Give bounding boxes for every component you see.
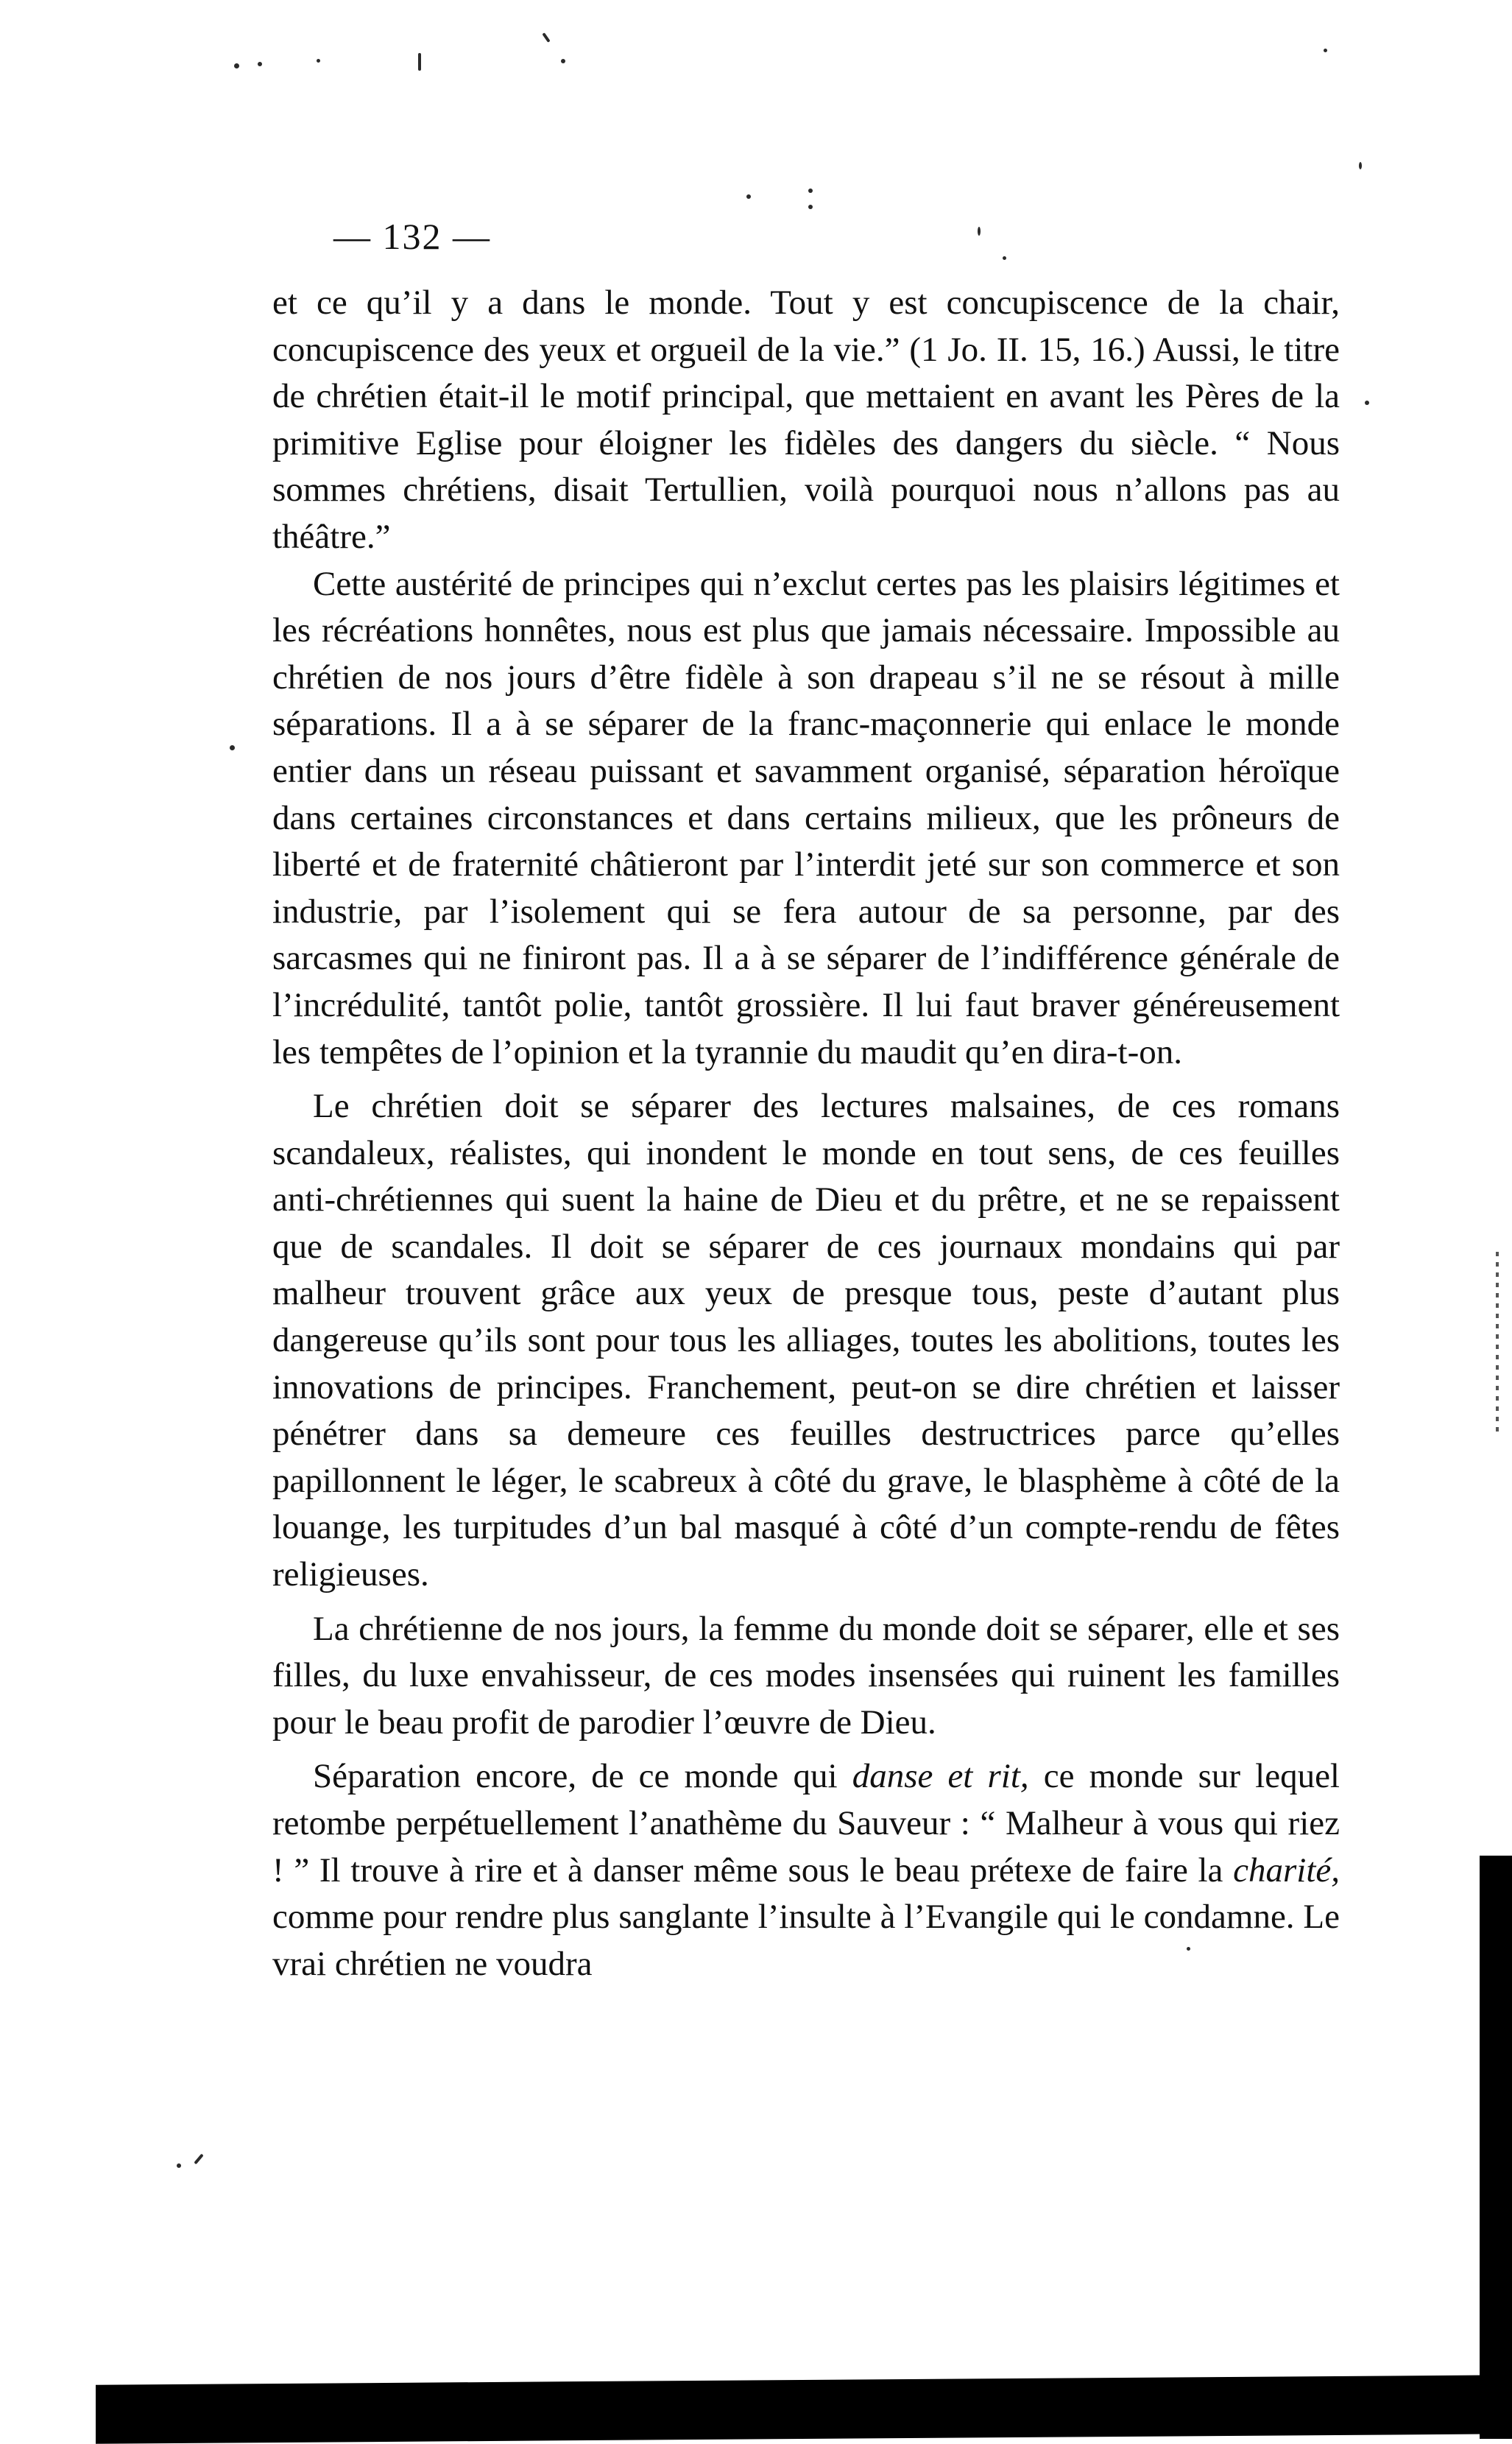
scan-speck xyxy=(418,53,421,71)
scan-speck xyxy=(1003,256,1006,260)
paragraph-2: Cette austérité de principes qui n’exclut certes pas les plaisirs légitimes et les récréations honnêtes, nous est plus que jamais nécessaire. Impossible au chrétien de nos jours d’être fidèle à son drapeau s’il ne se résout à mille séparations. Il a à se séparer de la franc-maçonnerie qui enlace le monde entier dans un réseau puissant et savamment organisé, séparation héroïque dans certaines circonstances et dans certains milieux, que les prôneurs de liberté et de fraternité châtieront par l’interdit jeté sur son commerce et son industrie, par l’isolement qui se fera autour de sa personne, par des sarcasmes qui ne finiront pas. Il a à se séparer de l’indifférence générale de l’incrédulité, tantôt polie, tantôt grossière. Il lui faut braver généreusement les tempêtes de l’opinion et la tyrannie du maudit qu’en dira-t-on. xyxy=(272,564,1340,1071)
scan-bottom-shadow xyxy=(96,2375,1512,2443)
scan-edge-dots xyxy=(1496,1252,1499,1436)
paragraph-5-italic-a: danse et rit, xyxy=(852,1757,1029,1796)
paragraph-5-italic-b: charité, xyxy=(1233,1850,1340,1890)
paragraph-5-text-a: Séparation encore, de ce monde qui xyxy=(313,1757,852,1796)
scan-speck xyxy=(1365,401,1369,405)
paragraph-5-text-b: ce monde sur lequel retombe perpétuellement l’anathème du Sauveur : “ Malheur à vous qui riez ! ” Il trouve à rire et à danser même sous le beau prétexe de faire la xyxy=(272,1757,1340,1890)
paragraph-5 xyxy=(272,1753,1340,1987)
scan-edge-shadow xyxy=(1480,1856,1512,2439)
paragraph-1: et ce qu’il y a dans le monde. Tout y est concupiscence de la chair, concupiscence des yeux et orgueil de la vie.” (1 Jo. II. 15, 16.) Aussi, le titre de chrétien était-il le motif principal, que mettaient en avant les Pères de la primitive Eglise pour éloigner les fidèles des dangers du siècle. “ Nous sommes chrétiens, disait Tertullien, voilà pourquoi nous n’allons pas au théâtre.” xyxy=(272,284,1340,556)
paragraph-3: Le chrétien doit se séparer des lectures malsaines, de ces romans scandaleux, réalistes, qui inondent le monde en tout sens, de ces feuilles anti-chrétiennes qui suent la haine de Dieu et du prêtre, et ne se repaissent que de scandales. Il doit se séparer de ces journaux mondains qui par malheur trouvent grâce aux yeux de presque tous, peste d’autant plus dangereuse qu’ils sont pour tous les alliages, toutes les abolitions, toutes les innovations de principes. Franchement, peut-on se dire chrétien et laisser pénétrer dans sa demeure ces feuilles destructrices parce qu’elles papillonnent le léger, le scabreux à côté du grave, le blasphème à côté de la louange, les turpitudes d’un bal masqué à côté d’un compte-rendu de fêtes religieuses. xyxy=(272,1087,1340,1594)
scan-speck xyxy=(177,2163,181,2168)
scan-speck xyxy=(258,62,262,66)
paragraph-4: La chrétienne de nos jours, la femme du monde doit se séparer, elle et ses filles, du luxe envahisseur, de ces modes insensées qui ruinent les familles pour le beau profit de parodier l’œuvre de Dieu. xyxy=(272,1609,1340,1742)
scan-speck xyxy=(230,745,235,750)
scan-speck xyxy=(978,227,981,236)
scan-speck xyxy=(1324,49,1327,52)
scan-speck xyxy=(808,189,813,193)
scan-speck xyxy=(542,32,550,43)
scan-speck xyxy=(234,63,239,68)
scan-speck xyxy=(808,205,813,209)
paragraph-5-text-c: comme pour rendre plus sanglante l’insulte à l’Evangile qui le condamne. Le vrai chrétien ne voudra xyxy=(272,1898,1340,1983)
scan-speck xyxy=(194,2154,203,2165)
scan-speck xyxy=(317,59,320,63)
body-text xyxy=(272,280,1340,1987)
scan-speck xyxy=(1359,162,1362,169)
scan-speck xyxy=(561,59,565,63)
page-number: — 132 — xyxy=(333,216,491,257)
scan-speck xyxy=(746,194,751,199)
